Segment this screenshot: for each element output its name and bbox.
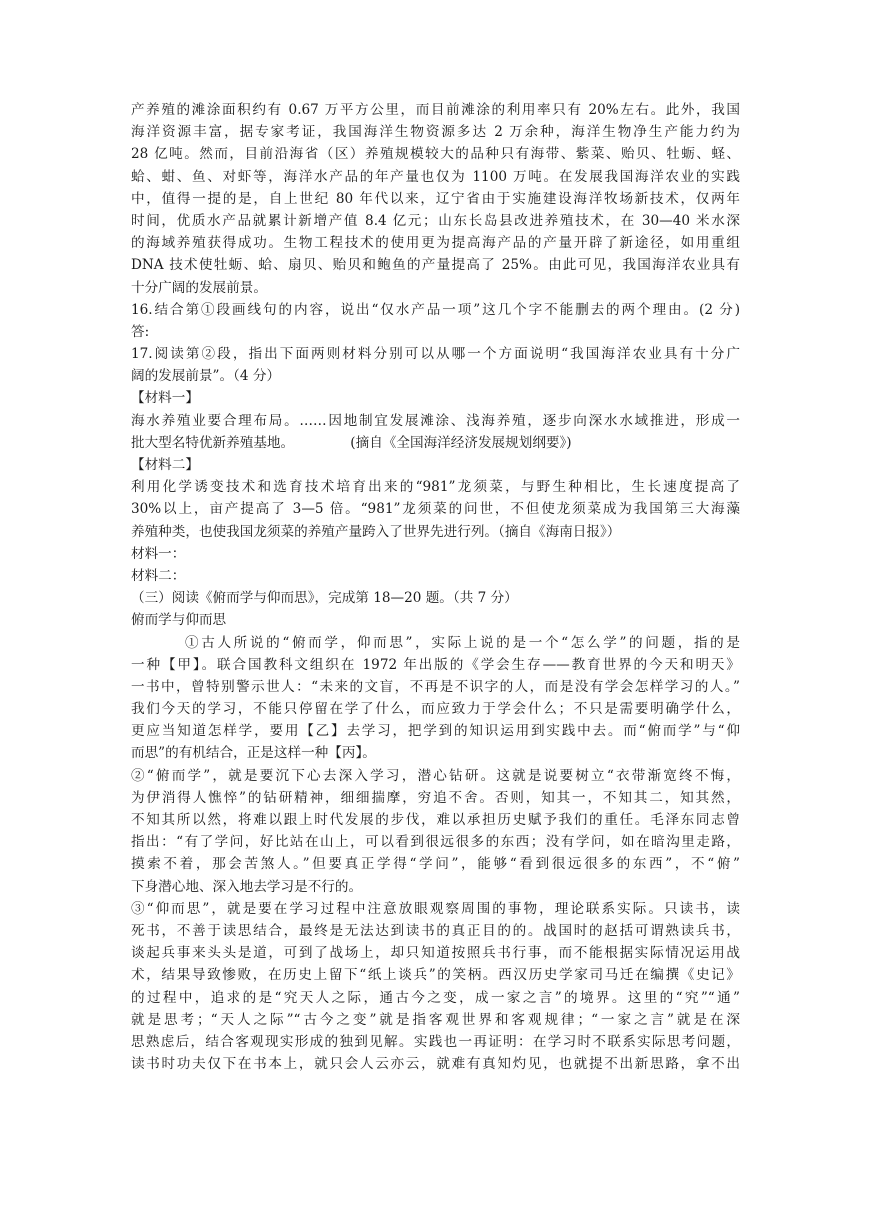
text-line: 更应当知道怎样学，要用【乙】去学习，把学到的知识运用到实践中去。而“俯而学”与“仰 (131, 723, 740, 740)
text-line: （三）阅读《俯而学与仰而思》，完成第 18—20 题。（共 7 分） (131, 590, 518, 607)
text-line: 十分广阔的发展前景。 (131, 279, 267, 296)
text-line: ①古人所说的“俯而学，仰而思”，实际上说的是一个“怎么学”的问题，指的是 (185, 634, 740, 651)
text-line: 利用化学诱变技术和选育技术培育出来的“981”龙须菜，与野生种相比，生长速度提高了 (131, 479, 740, 496)
text-line: 一种【甲】。联合国教科文组织在 1972 年出版的《学会生存——教育世界的今天和明天》 (131, 656, 740, 673)
text-line: 为伊消得人憔悴”的钻研精神，细细揣摩，穷追不舍。否则，知其一，不知其二，知其然， (131, 789, 740, 806)
text-line: 谈起兵事来头头是道，可到了战场上，却只知道按照兵书行事，而不能根据实际情况运用战 (131, 945, 740, 962)
text-line: 海水养殖业要合理布局。……因地制宜发展滩涂、浅海养殖，逐步向深水水域推进，形成一 (131, 412, 740, 429)
text-line: 一书中，曾特别警示世人：“未来的文盲，不再是不识字的人，而是没有学会怎样学习的人。” (131, 678, 740, 695)
text-line: 的海域养殖获得成功。生物工程技术的使用更为提高海产品的产量开辟了新途径，如用重组 (131, 235, 740, 252)
text-line: 时间，优质水产品就累计新增产值 8.4 亿元；山东长岛县改进养殖技术，在 30—40 米水深 (131, 212, 740, 229)
text-line: 材料二： (131, 567, 186, 584)
text-line: 海洋资源丰富，据专家考证，我国海洋生物资源多达 2 万余种，海洋生物净生产能力约为 (131, 124, 740, 141)
text-line: 16.结合第①段画线句的内容，说出“仅水产品一项”这几个字不能删去的两个理由。(2 分) (131, 301, 740, 318)
text-line: 蛤、蚶、鱼、对虾等，海洋水产品的年产量也仅为 1100 万吨。在发展我国海洋农业的实践 (131, 168, 740, 185)
text-line: 【材料二】 (131, 457, 199, 473)
text-line: 俯而学与仰而思 (131, 612, 227, 629)
text-line: 【材料一】 (131, 390, 199, 407)
document-page (131, 99, 740, 1075)
text-line: 就是思考；“天人之际”“古今之变”就是指客观世界和客观规律；“一家之言”就是在深 (131, 1011, 740, 1028)
text-line: 材料一： (131, 545, 186, 562)
text-line: 读书时功夫仅下在书本上，就只会人云亦云，就难有真知灼见，也就提不出新思路，拿不出 (131, 1056, 740, 1073)
text-line: 的过程中，追求的是“究天人之际，通古今之变，成一家之言”的境界。这里的“究”“通” (131, 989, 740, 1006)
text-line: 中，值得一提的是，自上世纪 80 年代以来，辽宁省由于实施建设海洋牧场新技术，仅两年 (131, 190, 740, 207)
text-line: 术，结果导致惨败，在历史上留下“纸上谈兵”的笑柄。西汉历史学家司马迁在编撰《史记》 (131, 967, 740, 984)
text-line: 28 亿吨。然而，目前沿海省（区）养殖规模较大的品种只有海带、紫菜、贻贝、牡蛎、蛏、 (131, 146, 740, 163)
text-line: 批大型名特优新养殖基地。 (摘自《全国海洋经济发展规划纲要》) (131, 434, 572, 451)
text-line: 我们今天的学习，不能只停留在学了什么，而应致力于学会什么；不只是需要明确学什么， (131, 701, 740, 718)
text-line: 产养殖的滩涂面积约有 0.67 万平方公里，而目前滩涂的利用率只有 20%左右。此外，我国 (131, 102, 740, 118)
text-line: 而思”的有机结合，正是这样一种【丙】。 (131, 745, 376, 762)
text-line: ②“俯而学”，就是要沉下心去深入学习，潜心钻研。这就是说要树立“衣带渐宽终不悔， (131, 767, 740, 784)
text-line: DNA 技术使牡蛎、蛤、扇贝、贻贝和鲍鱼的产量提高了 25%。由此可见，我国海洋农业具有 (131, 257, 740, 274)
text-line: 17.阅读第②段，指出下面两则材料分别可以从哪一个方面说明“我国海洋农业具有十分广 (131, 346, 740, 363)
text-line: 死书，不善于读思结合，最终是无法达到读书的真正目的的。战国时的赵括可谓熟读兵书， (131, 922, 740, 939)
text-line: 思熟虑后，结合客观现实形成的独到见解。实践也一再证明：在学习时不联系实际思考问题， (131, 1033, 740, 1050)
text-line: ③“仰而思”，就是要在学习过程中注意放眼观察周围的事物，理论联系实际。只读书，读 (131, 900, 740, 917)
text-line: 30%以上，亩产提高了 3—5 倍。“981”龙须菜的问世，不但使龙须菜成为我国第三大海藻 (131, 501, 740, 518)
text-line: 摸索不着，那会苦煞人。”但要真正学得“学问”，能够“看到很远很多的东西”，不“俯” (131, 856, 740, 873)
text-line: 阔的发展前景”。（4 分） (131, 368, 281, 385)
text-line: 下身潜心地、深入地去学习是不行的。 (131, 878, 363, 895)
text-line: 答: (131, 323, 150, 340)
text-line: 指出：“有了学问，好比站在山上，可以看到很远很多的东西；没有学问，如在暗沟里走路， (131, 834, 740, 851)
text-line: 养殖种类，也使我国龙须菜的养殖产量跨入了世界先进行列。（摘自《海南日报》） (131, 523, 621, 540)
text-line: 不知其所以然，将难以跟上时代发展的步伐，难以承担历史赋予我们的重任。毛泽东同志曾 (131, 812, 740, 828)
